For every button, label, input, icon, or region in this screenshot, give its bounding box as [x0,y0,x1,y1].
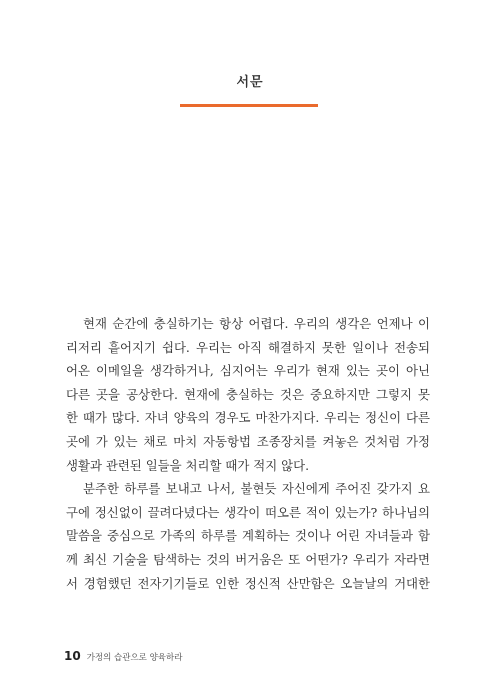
chapter-title: 서문 [236,75,264,90]
title-underline [180,104,318,107]
paragraph-1-line-1: 현재 순간에 충실하기는 항상 어렵다. 우리의 생각은 언제나 이 [83,316,430,331]
paragraph-2 [66,477,430,595]
body-text [66,312,430,595]
paragraph-2-line-2: 구에 정신없이 끌려다녔다는 생각이 떠오른 적이 있는가? 하나님의 [66,504,430,520]
paragraph-1-line-2: 리저리 흩어지기 쉽다. 우리는 아직 해결하지 못한 일이나 전송되 [66,339,430,355]
paragraph-1-line-7: 생활과 관련된 일들을 처리할 때가 적지 않다. [66,457,310,473]
paragraph-1-line-6: 곳에 가 있는 채로 마치 자동항법 조종장치를 켜놓은 것처럼 가정 [66,433,430,449]
paragraph-2-line-4: 께 최신 기술을 탐색하는 것의 버거움은 또 어떤가? 우리가 자라면 [66,551,430,567]
page-number: 10 [64,649,81,663]
paragraph-2-line-3: 말씀을 중심으로 가족의 하루를 계획하는 것이나 어린 자녀들과 함 [66,528,430,544]
paragraph-1-line-5: 한 때가 많다. 자녀 양육의 경우도 마찬가지다. 우리는 정신이 다른 [66,410,430,426]
paragraph-1 [66,312,430,477]
paragraph-1-line-4: 다른 곳을 공상한다. 현재에 충실하는 것은 중요하지만 그렇지 못 [66,386,430,402]
paragraph-2-line-1: 분주한 하루를 보내고 나서, 불현듯 자신에게 주어진 갖가지 요 [83,481,430,497]
paragraph-1-line-3: 어온 이메일을 생각하거나, 심지어는 우리가 현재 있는 곳이 아닌 [66,363,430,379]
paragraph-2-line-5: 서 경험했던 전자기기들로 인한 정신적 산만함은 오늘날의 거대한 [66,575,430,591]
page-footer [64,649,182,663]
running-book-title: 가정의 습관으로 양육하라 [86,653,183,663]
